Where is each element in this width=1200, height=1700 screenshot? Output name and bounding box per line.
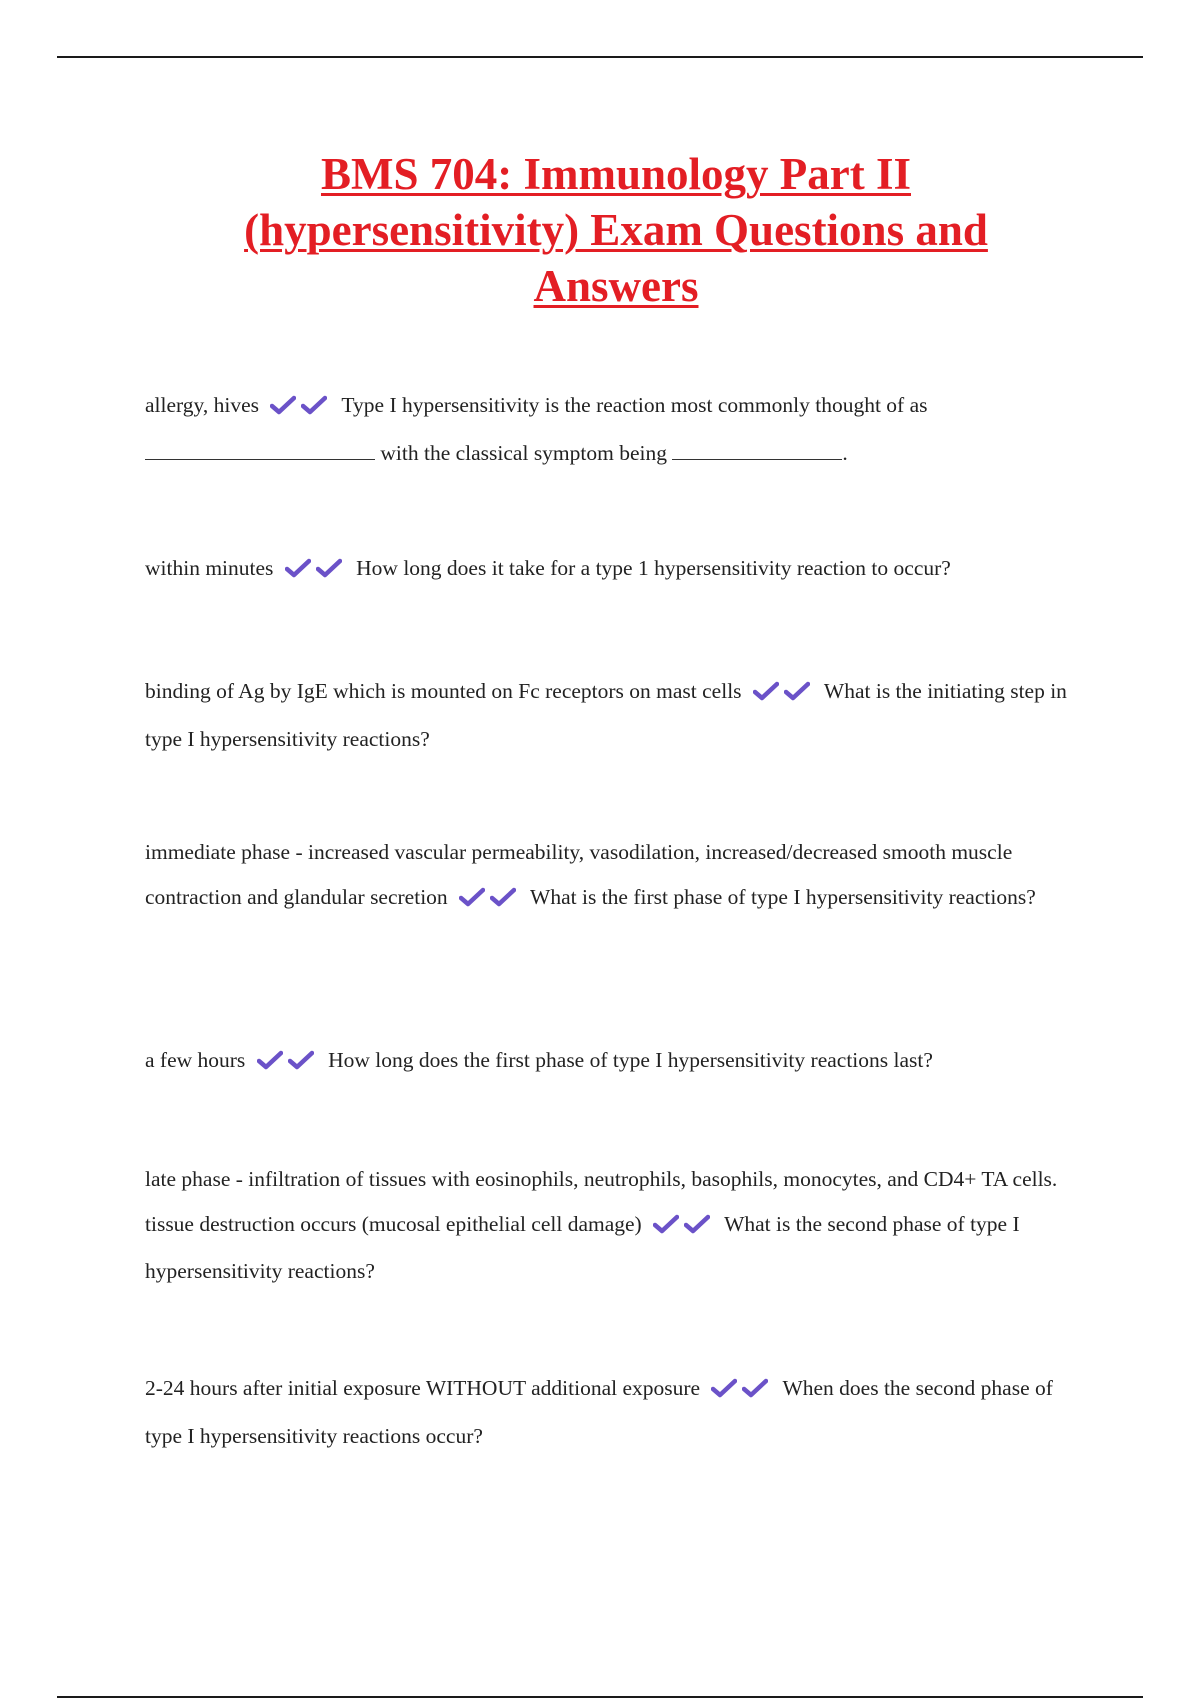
check-icon	[490, 887, 516, 907]
double-check-marks	[711, 1369, 773, 1414]
question-text-cont: with the classical symptom being	[375, 440, 673, 465]
qa-item-7	[145, 1366, 1085, 1458]
check-icon	[784, 681, 810, 701]
qa-item-4	[145, 830, 1085, 922]
title-line-3: Answers	[533, 261, 699, 311]
answer-blank	[145, 439, 375, 460]
top-divider	[57, 56, 1143, 58]
question-text: Type I hypersensitivity is the reaction most commonly thought of as	[341, 393, 928, 417]
double-check-marks	[459, 878, 521, 923]
qa-item-2	[145, 546, 1085, 594]
double-check-marks	[753, 672, 815, 717]
check-icon	[301, 395, 327, 415]
check-icon	[711, 1378, 737, 1398]
check-icon	[288, 1050, 314, 1070]
answer-text: a few hours	[145, 1048, 246, 1072]
double-check-marks	[285, 549, 347, 594]
check-icon	[285, 558, 311, 578]
answer-text: late phase - infiltration of tissues with eosinophils, neutrophils, basophils, monocytes, and CD4+ TA cells. tissue destruction occurs (mucosal epithelial cell damage)	[145, 1167, 1058, 1236]
question-text: What is the initiating step in type I hypersensitivity reactions?	[145, 679, 1067, 751]
bottom-divider	[57, 1696, 1143, 1698]
title-line-1: BMS 704: Immunology Part II	[320, 149, 911, 199]
question-end: .	[842, 440, 848, 465]
question-text: How long does the first phase of type I hypersensitivity reactions last?	[328, 1048, 933, 1072]
answer-text: immediate phase - increased vascular permeability, vasodilation, increased/decreased smooth muscle contraction and glandular secretion	[145, 840, 1013, 909]
title-line-2: (hypersensitivity) Exam Questions and	[244, 205, 988, 255]
answer-blank	[672, 439, 842, 460]
double-check-marks	[257, 1041, 319, 1086]
double-check-marks	[270, 386, 332, 431]
check-icon	[753, 681, 779, 701]
qa-item-6	[145, 1157, 1085, 1294]
question-text: What is the second phase of type I hypersensitivity reactions?	[145, 1211, 1020, 1283]
qa-item-1	[145, 383, 1085, 475]
check-icon	[316, 558, 342, 578]
question-text: How long does it take for a type 1 hypersensitivity reaction to occur?	[356, 556, 951, 580]
check-icon	[653, 1214, 679, 1234]
answer-text: binding of Ag by IgE which is mounted on Fc receptors on mast cells	[145, 679, 742, 703]
check-icon	[459, 887, 485, 907]
qa-item-3	[145, 669, 1085, 761]
question-text: What is the first phase of type I hypersensitivity reactions?	[530, 884, 1036, 909]
answer-text: within minutes	[145, 556, 274, 580]
question-text: When does the second phase of type I hypersensitivity reactions occur?	[145, 1376, 1053, 1448]
check-icon	[684, 1214, 710, 1234]
check-icon	[270, 395, 296, 415]
answer-text: 2-24 hours after initial exposure WITHOUT additional exposure	[145, 1376, 701, 1400]
document-title	[150, 146, 1082, 314]
answer-text: allergy, hives	[145, 393, 260, 417]
check-icon	[257, 1050, 283, 1070]
double-check-marks	[653, 1205, 715, 1250]
check-icon	[742, 1378, 768, 1398]
qa-item-5	[145, 1038, 1085, 1086]
